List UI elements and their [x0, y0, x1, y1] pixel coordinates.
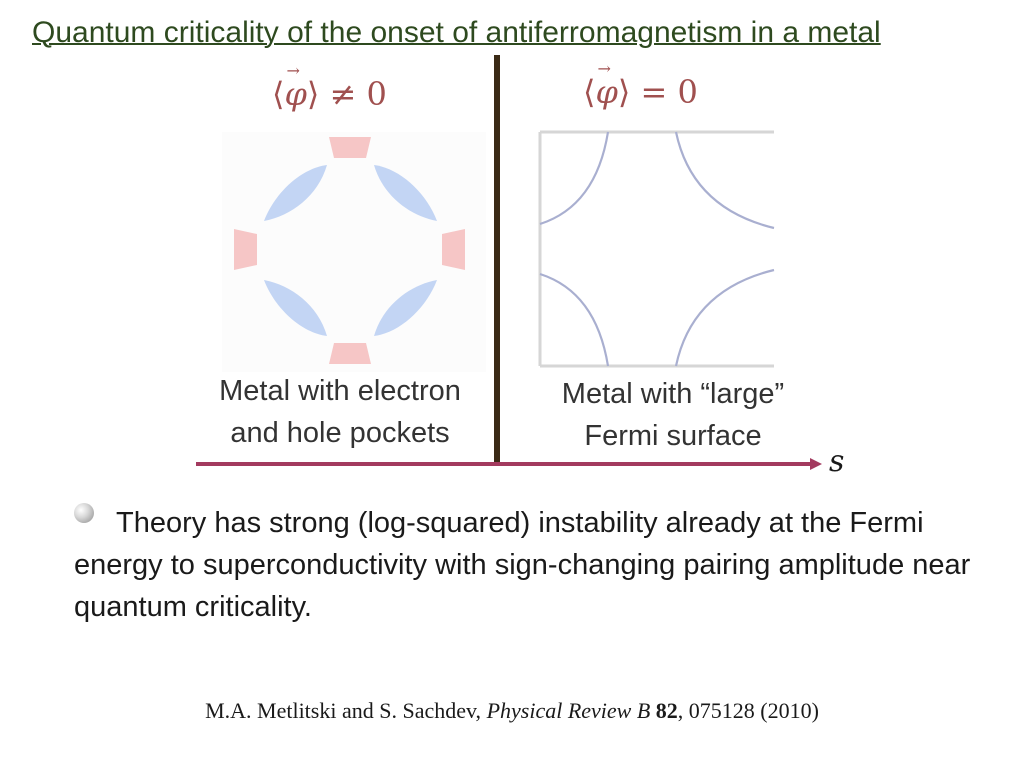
left-eq-relation: ≠ 0	[329, 75, 387, 113]
right-caption	[528, 373, 818, 457]
electron-pocket-right	[442, 229, 465, 270]
right-caption-line2: Fermi surface	[584, 420, 762, 452]
citation-volume: 82	[655, 698, 678, 723]
pockets-diagram	[220, 128, 490, 373]
left-caption-line2: and hole pockets	[230, 417, 450, 449]
theory-statement: Theory has strong (log-squared) instability already at the Fermi energy to superconductivity with sign-changing pairing amplitude near quantum criticality.	[74, 507, 971, 623]
right-eq-relation: = 0	[640, 73, 698, 111]
left-equation	[272, 75, 387, 113]
citation	[0, 698, 1024, 724]
citation-authors: M.A. Metlitski and S. Sachdev,	[205, 698, 487, 723]
right-caption-line1: Metal with “large”	[561, 378, 785, 410]
s-axis-label: s	[829, 444, 845, 479]
left-eq-open-bracket: ⟨	[272, 75, 285, 113]
left-caption	[190, 370, 490, 454]
right-eq-close-bracket: ⟩	[617, 73, 631, 111]
left-eq-close-bracket: ⟩	[306, 75, 320, 113]
s-axis-arrow	[190, 452, 830, 476]
electron-pocket-top	[329, 137, 371, 158]
right-equation	[583, 73, 698, 111]
right-eq-phi-vector: → φ	[595, 73, 617, 111]
phase-divider	[494, 55, 500, 465]
electron-pocket-bottom	[329, 343, 371, 364]
slide-title: Quantum criticality of the onset of antiferromagnetism in a metal	[32, 16, 881, 49]
right-eq-open-bracket: ⟨	[583, 73, 596, 111]
electron-pocket-left	[234, 229, 257, 270]
citation-rest: , 075128 (2010)	[677, 698, 819, 723]
large-fermi-surface-diagram	[536, 128, 776, 370]
citation-journal: Physical Review B	[486, 698, 651, 723]
left-caption-line1: Metal with electron	[219, 375, 461, 407]
left-eq-phi-vector: → φ	[284, 75, 306, 113]
